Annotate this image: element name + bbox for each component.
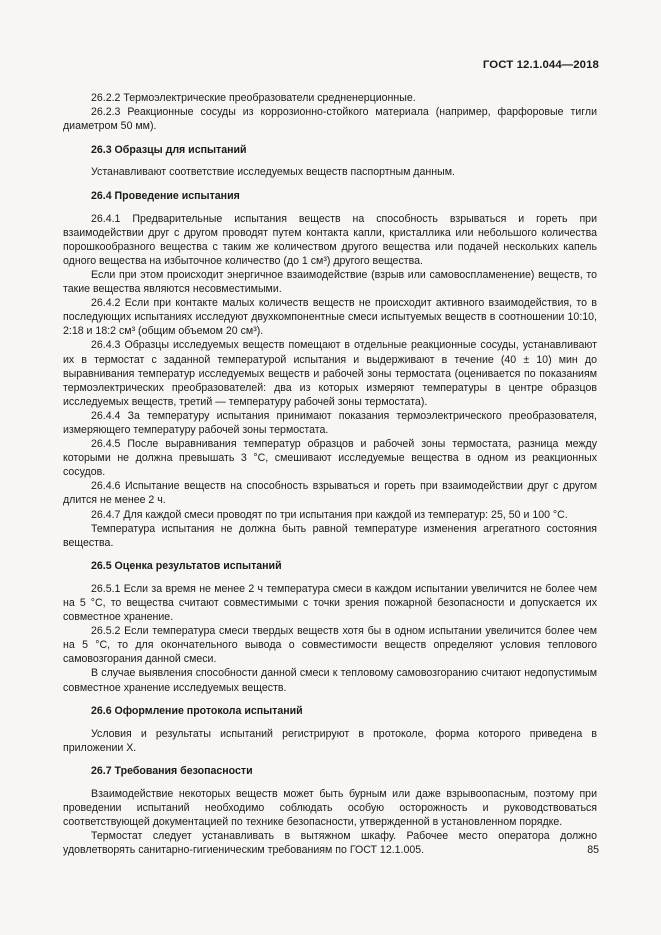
section-heading: 26.7 Требования безопасности — [91, 765, 253, 778]
paragraph: 26.4.1 Предварительные испытания веществ на способность взрываться и гореть при взаимодействии друг с другом проводят путем контакта капли, кристаллика или небольшого количества порошкообразного вещества с таким же количеством другого вещества или подачей нескольких капель одного вещества на избыточное количество (до 1 см³) другого вещества. — [63, 212, 597, 267]
paragraph: Температура испытания не должна быть равной температуре изменения агрегатного состояния вещества. — [63, 522, 597, 549]
paragraph: 26.5.1 Если за время не менее 2 ч температура смеси в каждом испытании увеличится не более чем на 5 °С, то вещества считают совместимыми с точки зрения пожарной безопасности и допускается их совместное хранение. — [63, 582, 597, 624]
page-number: 85 — [587, 844, 599, 856]
paragraph: Если при этом происходит энергичное взаимодействие (взрыв или самовоспламенение) веществ, то такие вещества являются несовместимыми. — [63, 268, 597, 296]
paragraph: Устанавливают соответствие исследуемых веществ паспортным данным. — [91, 166, 455, 179]
paragraph: 26.4.3 Образцы исследуемых веществ помещают в отдельные реакционные сосуды, устанавливают их в термостат с заданной температурой испытания и выдерживают в течение (40 ± 10) мин до выравнивания температур исследуемых веществ и рабочей зоны термостата (оценивается по показаниям термоэлектрических преобразователей: два из которых измеряют температуры в центре образцов исследуемых веществ, третий — температуру рабочей зоны термостата). — [63, 339, 597, 408]
section-heading: 26.3 Образцы для испытаний — [91, 143, 247, 156]
paragraph: Условия и результаты испытаний регистрируют в протоколе, форма которого приведена в приложении X. — [63, 727, 597, 754]
paragraph: 26.4.7 Для каждой смеси проводят по три испытания при каждой из температур: 25, 50 и 100 °С. — [91, 508, 568, 521]
paragraph: 26.4.6 Испытание веществ на способность взрываться и гореть при взаимодействии друг с другом длится не менее 2 ч. — [63, 480, 597, 507]
paragraph: 26.2.2 Термоэлектрические преобразователи средненерционные. — [91, 92, 416, 104]
paragraph: 26.5.2 Если температура смеси твердых веществ хотя бы в одном испытании увеличится более чем на 5 °С, то для окончательного вывода о совместимости веществ определяют условия теплового самовозгорания данной смеси. — [63, 625, 597, 666]
document-header: ГОСТ 12.1.044—2018 — [482, 59, 599, 71]
paragraph: 26.4.4 За температуру испытания принимают показания термоэлектрического преобразователя, измеряющего температуру рабочей зоны термостата. — [63, 409, 597, 436]
paragraph: Термостат следует устанавливать в вытяжном шкафу. Рабочее место оператора должно удовлетворять санитарно-гигиеническим требованиям по ГОСТ 12.1.005. — [63, 830, 597, 857]
section-heading: 26.6 Оформление протокола испытаний — [91, 705, 303, 718]
paragraph: Взаимодействие некоторых веществ может быть бурным или даже взрывоопасным, поэтому при проведении испытаний необходимо соблюдать особую осторожность и руководствоваться соответствующей документацией по технике безопасности, утвержденной в установленном порядке. — [63, 788, 597, 829]
paragraph: 26.4.5 После выравнивания температур образцов и рабочей зоны термостата, разница между которыми не должна превышать 3 °С, смешивают исследуемые вещества в одном из реакционных сосудов. — [63, 438, 597, 479]
document-body — [63, 91, 597, 858]
paragraph: В случае выявления способности данной смеси к тепловому самовозгоранию считают недопустимым совместное хранение исследуемых веществ. — [63, 667, 597, 694]
paragraph: 26.2.3 Реакционные сосуды из коррозионно-стойкого материала (например, фарфоровые тигли диаметром 50 мм). — [63, 106, 597, 133]
section-heading: 26.5 Оценка результатов испытаний — [91, 560, 282, 573]
paragraph: 26.4.2 Если при контакте малых количеств веществ не происходит активного взаимодействия, то в последующих испытаниях исследуют двухкомпонентные смеси испытуемых веществ в соотношении 10:10, 2:18 и 18:2 см³ (общим объемом 20 см³). — [63, 297, 597, 338]
section-heading: 26.4 Проведение испытания — [91, 189, 240, 202]
